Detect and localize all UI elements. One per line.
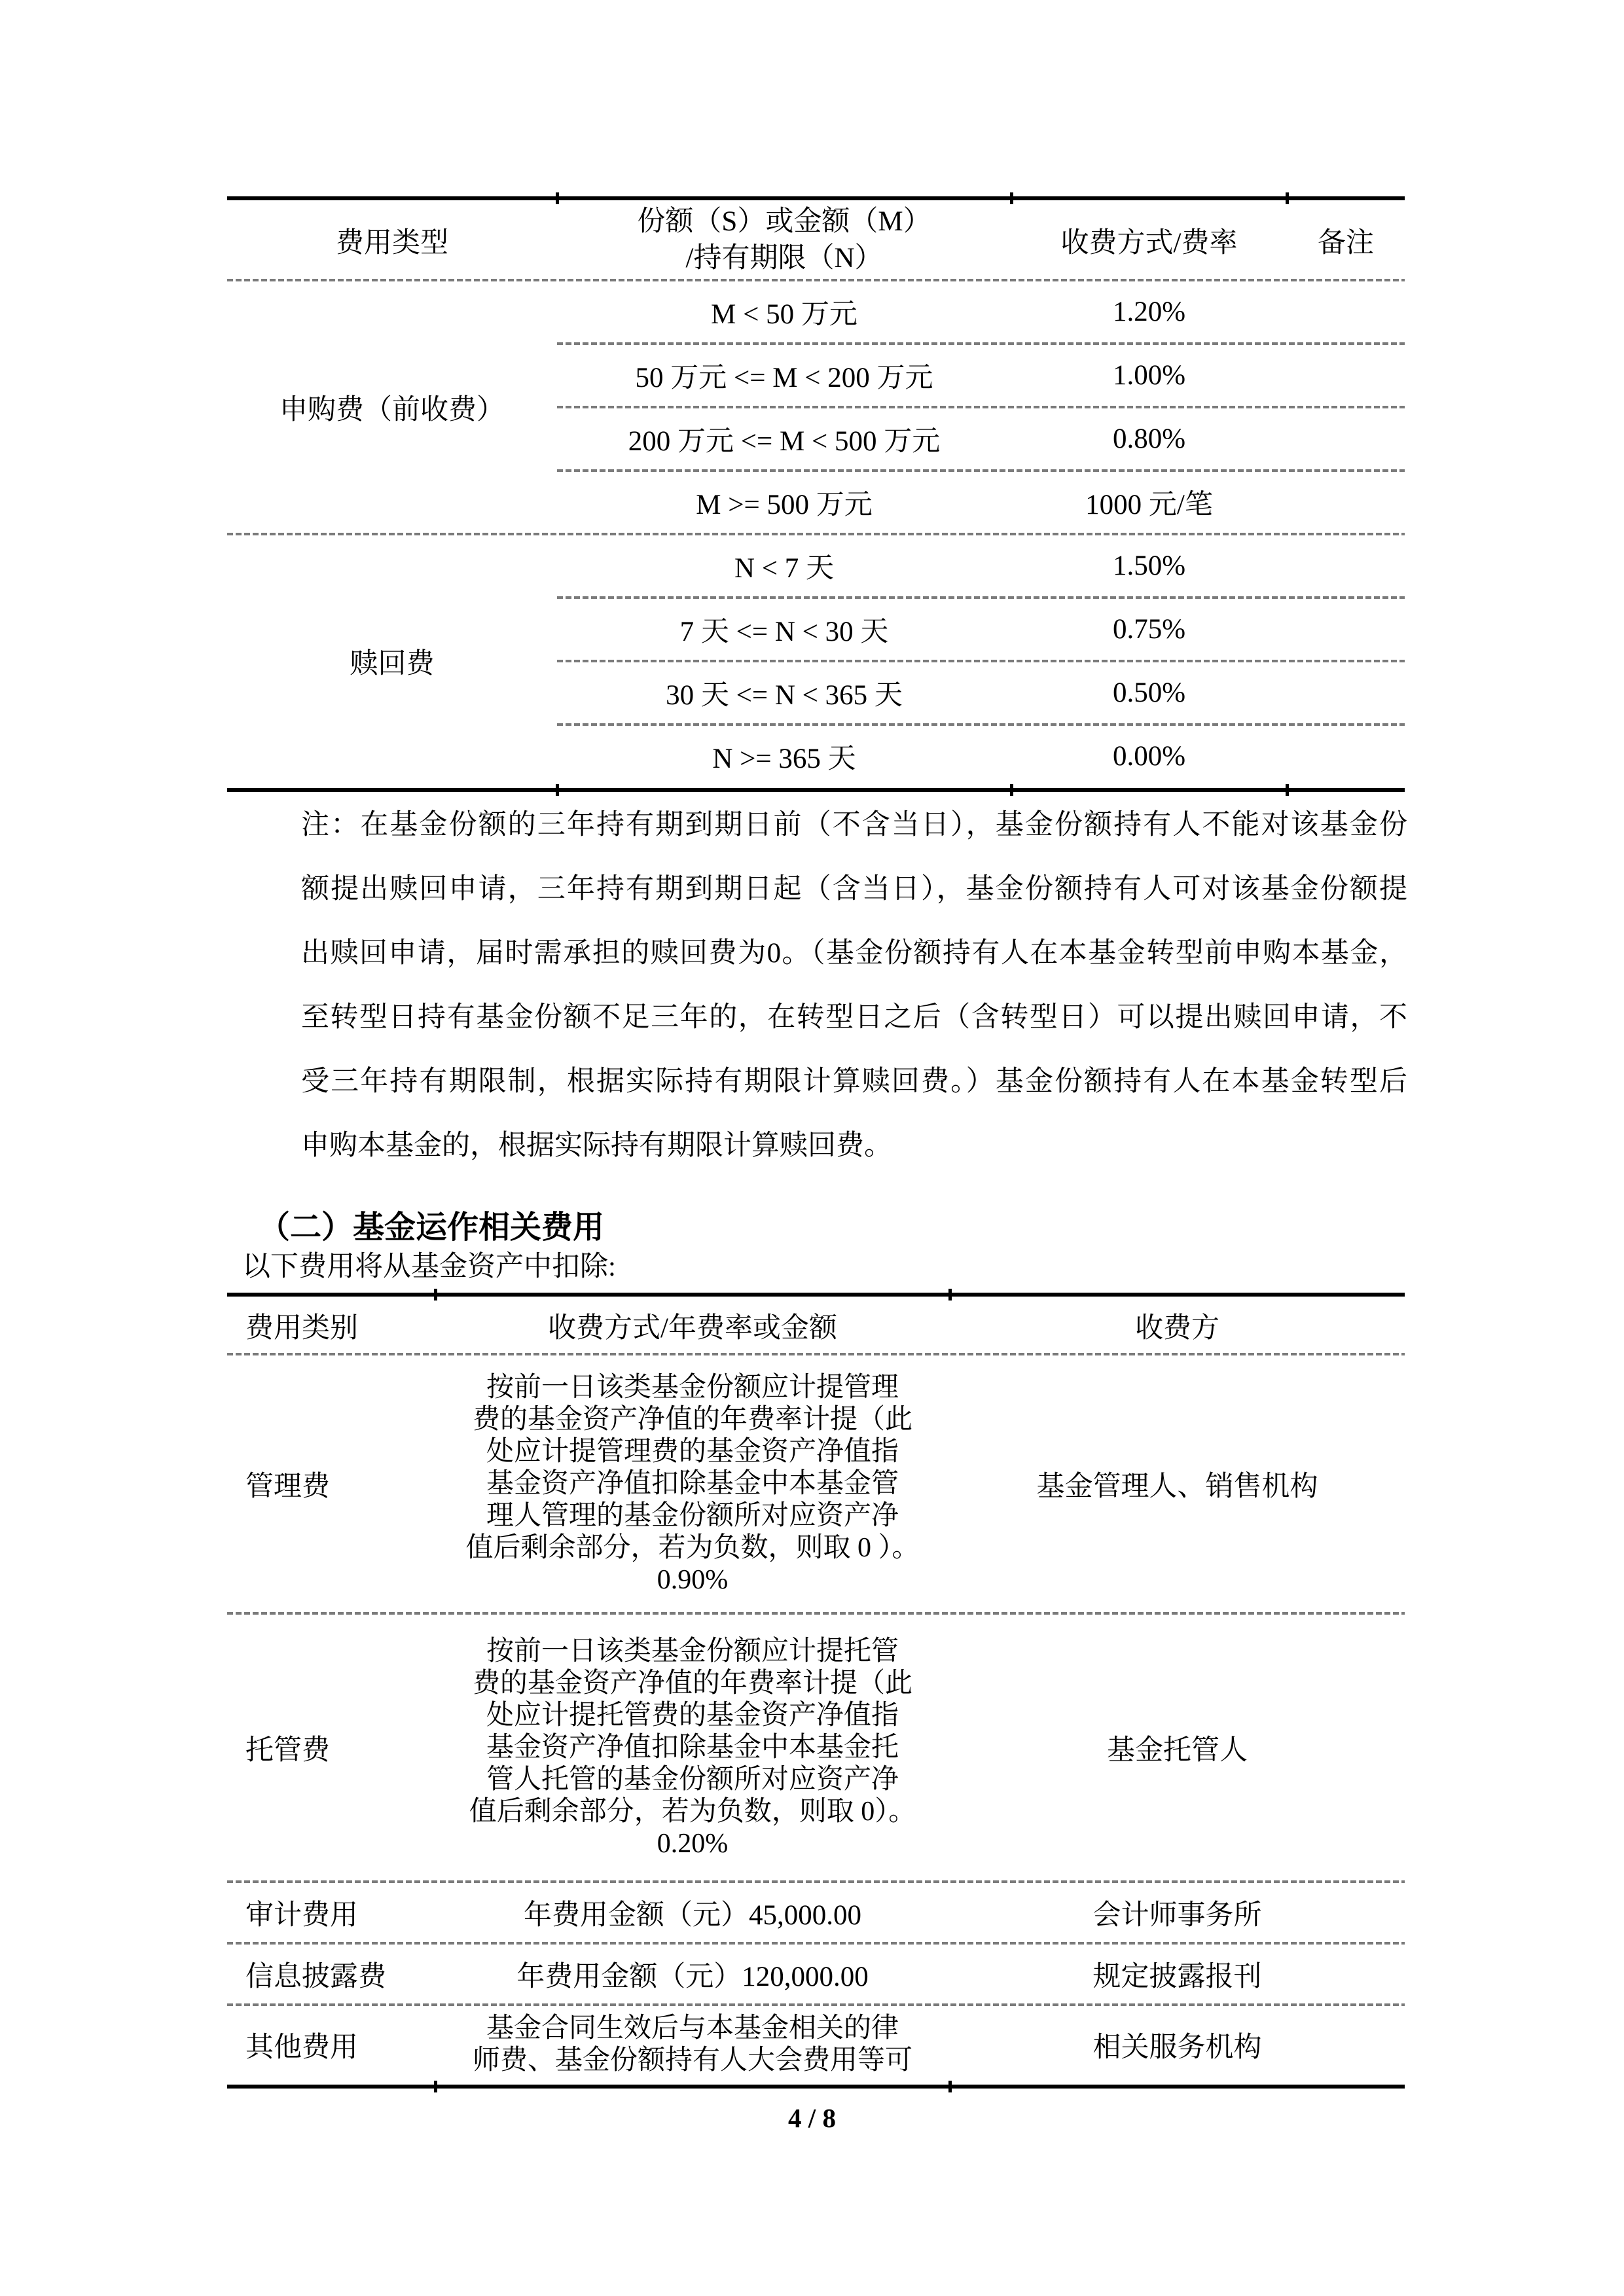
remark-cell: [1287, 661, 1405, 725]
row-separator: [557, 469, 1405, 472]
remark-cell: [1287, 407, 1405, 471]
note-line: 额提出赎回申请，三年持有期到期日起（含当日），基金份额持有人可对该基金份额提: [301, 874, 1407, 905]
section-intro-text: 以下费用将从基金资产中扣除:: [242, 1251, 616, 1282]
rate-cell: 1.50%: [1112, 550, 1186, 581]
other-fee-row: [227, 2005, 1405, 2085]
col-header-payee: 收费方: [1135, 1312, 1219, 1344]
method-line: 处应计提管理费的基金资产净值指: [486, 1436, 899, 1467]
table-bottom-rule: [227, 788, 1405, 792]
remark-cell: [1287, 598, 1405, 661]
row-separator: [227, 1942, 1405, 1945]
row-separator: [557, 596, 1405, 599]
method-line: 费的基金资产净值的年费率计提（此: [472, 1668, 912, 1698]
method-line: 基金资产净值扣除基金中本基金托: [486, 1732, 899, 1763]
method-line: 按前一日该类基金份额应计提托管: [486, 1636, 899, 1666]
tier-cell: M < 50 万元: [711, 299, 857, 330]
category-cell: 审计费用: [245, 1899, 358, 1931]
payee-cell: 规定披露报刊: [1092, 1961, 1262, 1992]
method-cell: [435, 2005, 950, 2085]
method-line: 按前一日该类基金份额应计提管理: [486, 1372, 899, 1403]
row-separator: [227, 1880, 1405, 1883]
tier-cell: M >= 500 万元: [696, 490, 873, 520]
remark-cell: [1287, 725, 1405, 788]
tier-cell: 7 天 <= N < 30 天: [679, 617, 889, 647]
note-line: 受三年持有期限制，根据实际持有期限计算赎回费。）基金份额持有人在本基金转型后: [301, 1066, 1407, 1097]
management-fee-row: [227, 1354, 1405, 1613]
footer-page-number: 4 / 8: [788, 2103, 836, 2133]
row-separator: [227, 2003, 1405, 2006]
column-tick: [948, 2081, 952, 2092]
method-line: 0.20%: [657, 1828, 729, 1859]
method-line: 0.90%: [657, 1564, 729, 1595]
rate-cell: 0.00%: [1112, 741, 1186, 772]
operation-fee-table: [227, 1293, 1405, 2089]
category-cell: 其他费用: [245, 2032, 358, 2063]
col-header-tier-line1: 份额（S）或金额（M）: [637, 206, 931, 237]
audit-fee-row: [227, 1882, 1405, 1943]
payee-cell: 基金托管人: [1107, 1734, 1248, 1766]
method-cell: 年费用金额（元）120,000.00: [516, 1961, 869, 1992]
category-cell: 管理费: [245, 1471, 330, 1502]
rate-cell: 1.00%: [1112, 360, 1186, 391]
operation-table-content: [227, 1297, 1405, 2085]
method-line: 理人管理的基金份额所对应资产净: [486, 1500, 899, 1531]
row-separator: [557, 342, 1405, 345]
method-cell: [435, 1354, 950, 1613]
method-cell: [435, 1613, 950, 1882]
header-separator: [227, 1353, 1405, 1355]
payee-cell: 相关服务机构: [1092, 2032, 1262, 2063]
method-line: 值后剩余部分，若为负数，则取 0 ）。: [465, 1532, 920, 1563]
column-tick: [434, 2081, 437, 2092]
payee-cell: 基金管理人、销售机构: [1036, 1471, 1318, 1502]
group-separator: [227, 533, 1405, 535]
table-top-rule: [227, 1293, 1405, 1297]
row-separator: [227, 1612, 1405, 1615]
note-line: 注：在基金份额的三年持有期到期日前（不含当日），基金份额持有人不能对该基金份: [301, 810, 1407, 840]
method-line: 基金合同生效后与本基金相关的律: [486, 2013, 899, 2043]
col-header-tier: [557, 200, 1011, 280]
method-line: 处应计提托管费的基金资产净值指: [486, 1700, 899, 1731]
tier-cell: 50 万元 <= M < 200 万元: [635, 363, 933, 393]
column-tick: [1286, 192, 1289, 204]
table-top-rule: [227, 196, 1405, 200]
rate-cell: 1000 元/笔: [1085, 490, 1213, 520]
fee-type-label-subscription: 申购费（前收费）: [280, 394, 505, 425]
column-tick: [948, 1289, 952, 1300]
rate-cell: 1.20%: [1112, 296, 1186, 327]
column-tick: [556, 192, 559, 204]
tier-cell: N < 7 天: [734, 553, 835, 584]
purchase-redeem-header-row: [227, 200, 1405, 280]
note-line: 至转型日持有基金份额不足三年的，在转型日之后（含转型日）可以提出赎回申请，不: [301, 1002, 1407, 1033]
col-header-remark: 备注: [1318, 227, 1374, 259]
tier-cell: N >= 365 天: [712, 744, 856, 774]
column-tick: [1010, 192, 1013, 204]
header-separator: [227, 279, 1405, 281]
row-separator: [557, 406, 1405, 408]
col-header-method: 收费方式/年费率或金额: [548, 1312, 837, 1344]
category-cell: 托管费: [245, 1734, 330, 1766]
table-bottom-rule: [227, 2085, 1405, 2089]
purchase-redeem-table-content: [227, 200, 1405, 788]
remark-cell: [1287, 471, 1405, 534]
payee-cell: 会计师事务所: [1092, 1899, 1262, 1931]
method-line: 费的基金资产净值的年费率计提（此: [472, 1404, 912, 1435]
method-line: 管人托管的基金份额所对应资产净: [486, 1764, 899, 1795]
column-tick: [434, 1289, 437, 1300]
tier-cell: 200 万元 <= M < 500 万元: [628, 426, 941, 457]
method-cell: 年费用金额（元）45,000.00: [524, 1899, 861, 1931]
col-header-fee-type: 费用类型: [336, 227, 448, 259]
row-separator: [557, 723, 1405, 726]
section-heading: （二）基金运作相关费用: [259, 1210, 605, 1245]
remark-cell: [1287, 280, 1405, 344]
category-cell: 信息披露费: [245, 1961, 386, 1992]
purchase-redeem-fee-table: [227, 196, 1405, 792]
col-header-category: 费用类别: [245, 1312, 358, 1344]
rate-cell: 0.75%: [1112, 614, 1186, 645]
fee-type-label-redemption: 赎回费: [350, 648, 435, 679]
operation-header-row: [227, 1297, 1405, 1354]
col-header-tier-line2: /持有期限（N）: [685, 243, 883, 274]
method-line: 师费、基金份额持有人大会费用等可: [472, 2045, 912, 2075]
remark-cell: [1287, 344, 1405, 407]
custody-fee-row: [227, 1613, 1405, 1882]
method-line: 基金资产净值扣除基金中本基金管: [486, 1468, 899, 1499]
disclosure-fee-row: [227, 1943, 1405, 2005]
note-line: 申购本基金的，根据实际持有期限计算赎回费。: [301, 1130, 892, 1161]
rate-cell: 0.50%: [1112, 677, 1186, 708]
row-separator: [557, 660, 1405, 662]
method-line: 值后剩余部分，若为负数，则取 0）。: [469, 1796, 916, 1827]
redemption-note-paragraph: [301, 793, 1407, 1178]
note-line: 出赎回申请，届时需承担的赎回费为0。（基金份额持有人在本基金转型前申购本基金，: [301, 938, 1407, 969]
remark-cell: [1287, 534, 1405, 598]
rate-cell: 0.80%: [1112, 423, 1186, 454]
tier-cell: 30 天 <= N < 365 天: [666, 680, 903, 711]
col-header-rate: 收费方式/费率: [1060, 227, 1238, 259]
